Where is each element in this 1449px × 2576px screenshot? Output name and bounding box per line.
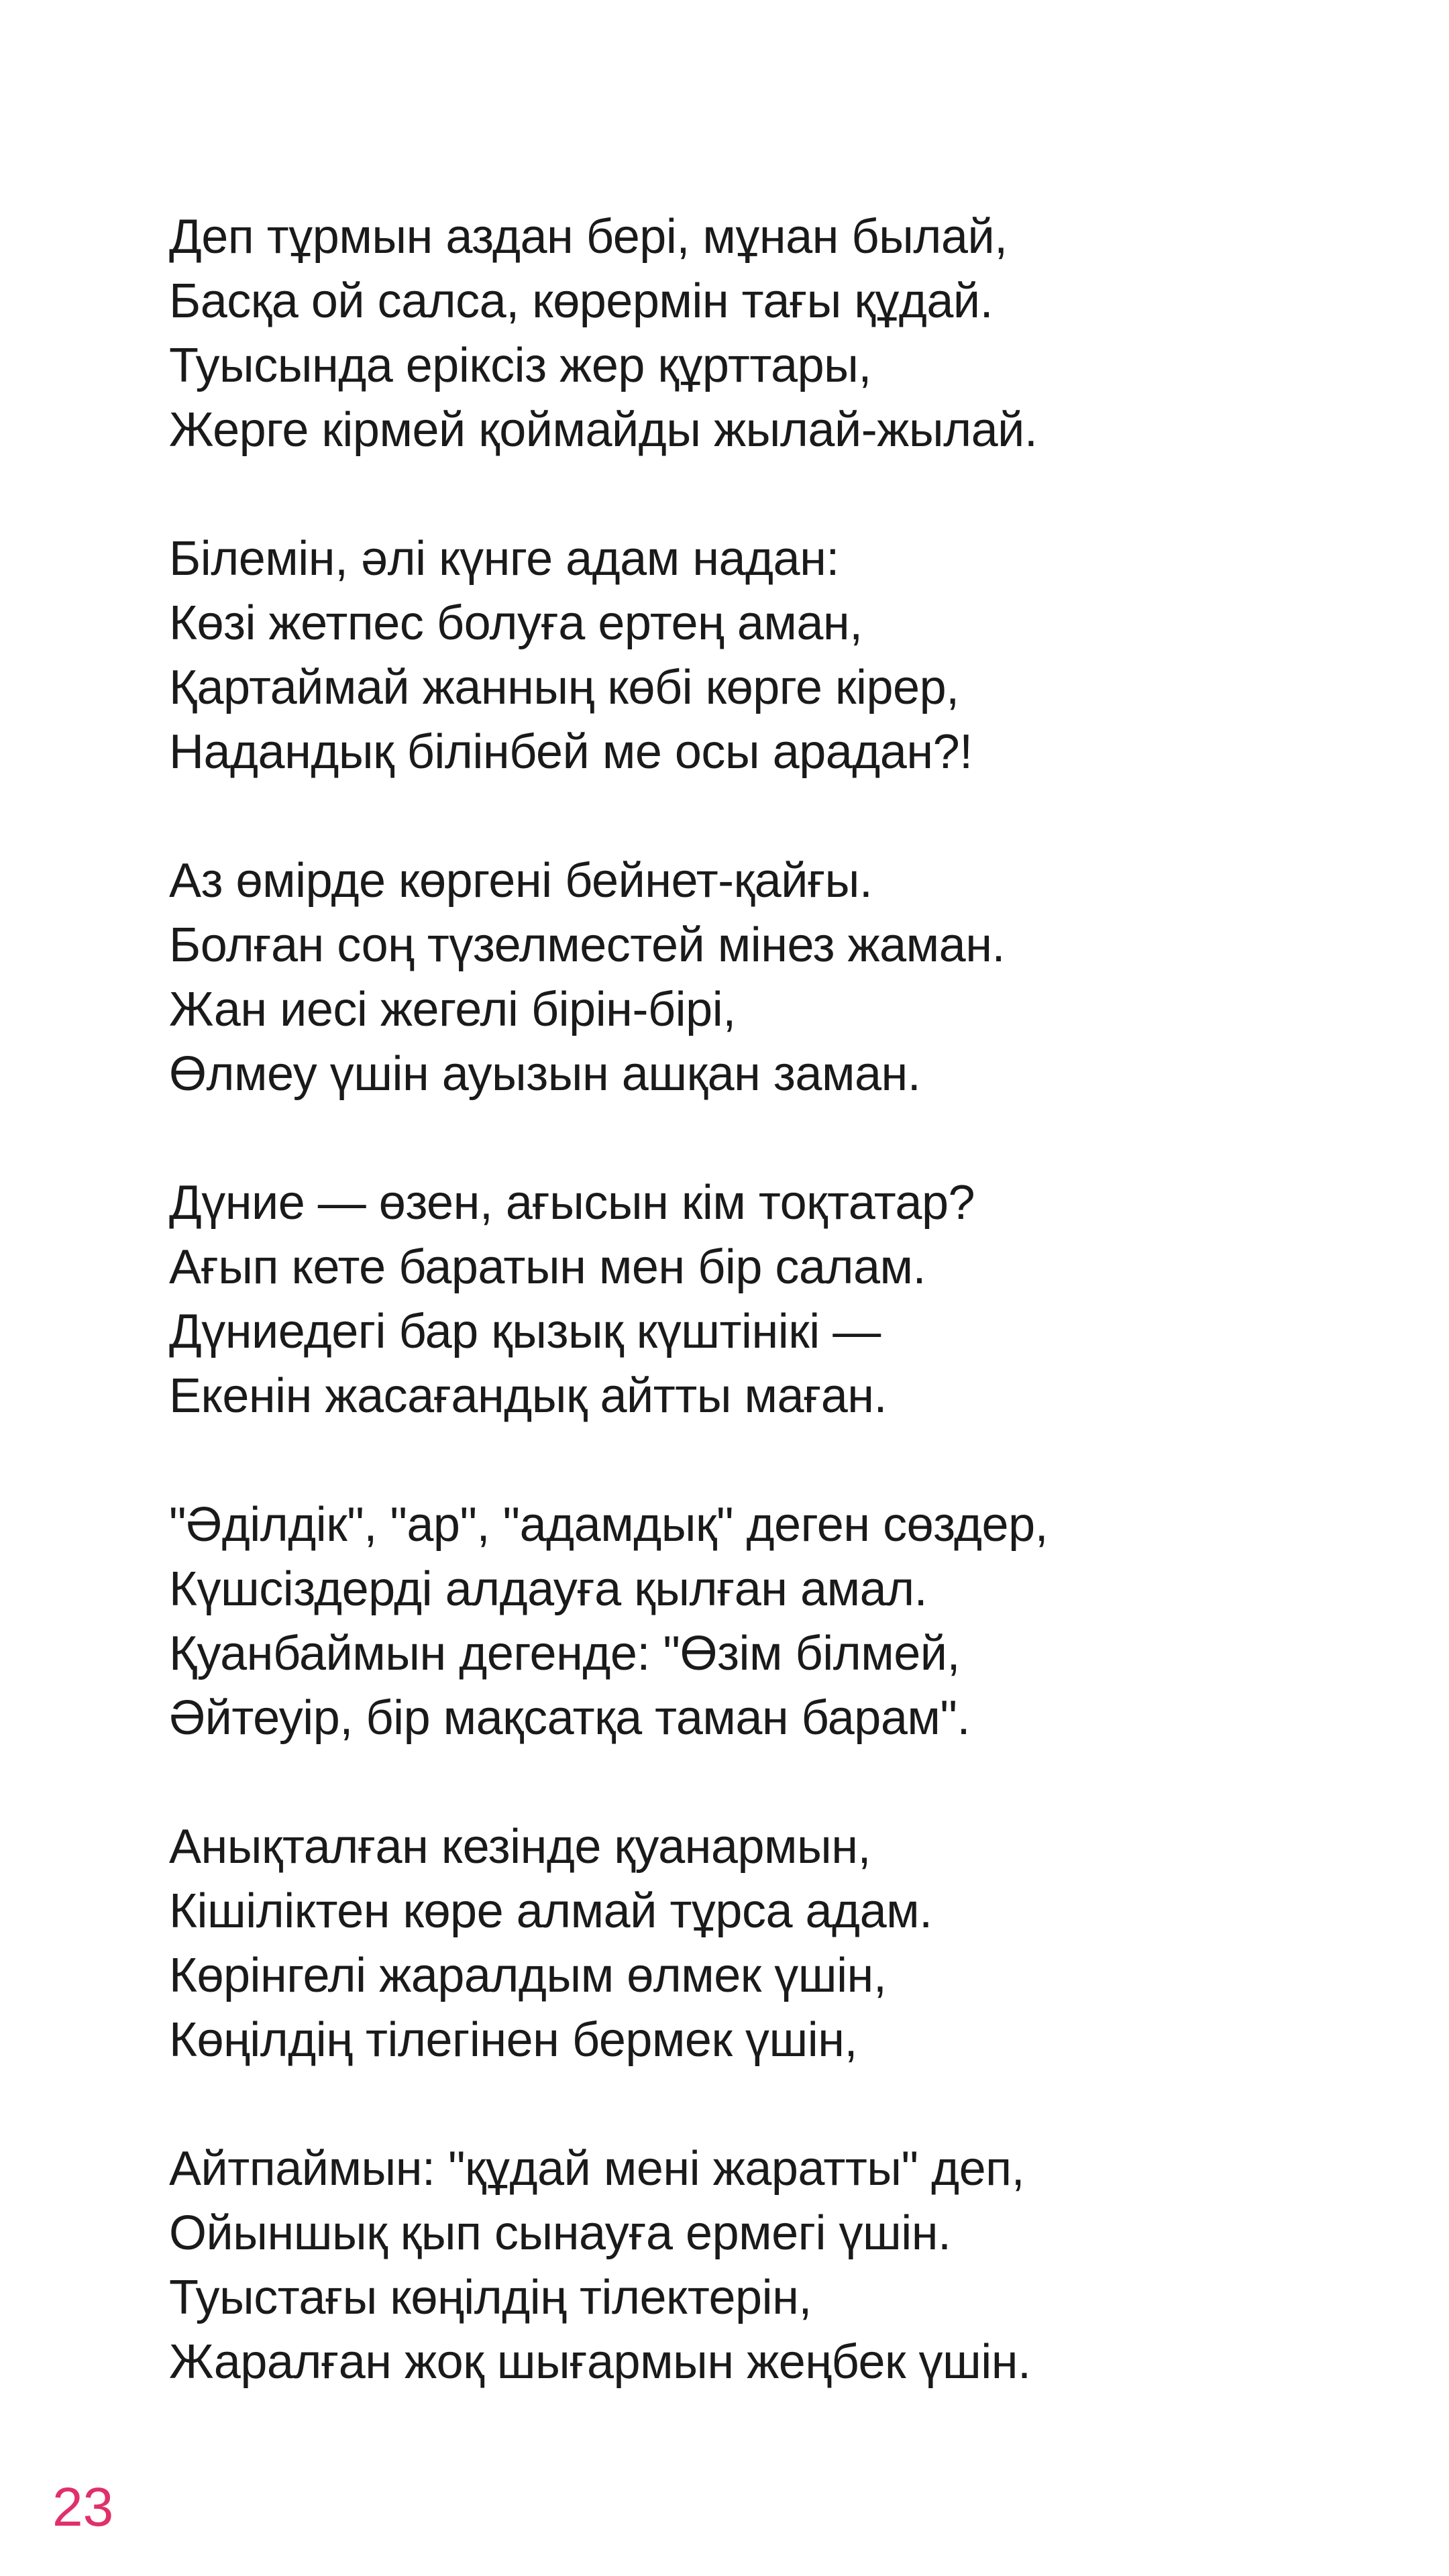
poem-body	[169, 205, 1377, 2459]
stanza-7	[169, 2137, 1377, 2394]
poem-line: Жаралған жоқ шығармын жеңбек үшін.	[169, 2335, 1031, 2389]
poem-line: Айтпаймын: "құдай мені жаратты" деп,	[169, 2142, 1025, 2196]
poem-line: Кішіліктен көре алмай тұрса адам.	[169, 1884, 932, 1938]
poem-line: Жан иесі жегелі бірін-бірі,	[169, 983, 736, 1036]
stanza-6	[169, 1815, 1377, 2072]
poem-line: Аз өмірде көргені бейнет-қайғы.	[169, 854, 873, 908]
poem-line: Екенін жасағандық айтты маған.	[169, 1369, 888, 1423]
poem-line: Қартаймай жанның көбі көрге кірер,	[169, 661, 959, 714]
poem-line: Дүниедегі бар қызық күштінікі —	[169, 1305, 881, 1358]
poem-line: Көрінгелі жаралдым өлмек үшін,	[169, 1949, 887, 2002]
stanza-3	[169, 849, 1377, 1106]
stanza-2	[169, 527, 1377, 784]
poem-line: "Әділдік", "ар", "адамдық" деген сөздер,	[169, 1498, 1049, 1552]
poem-line: Дүние — өзен, ағысын кім тоқтатар?	[169, 1176, 975, 1230]
poem-line: Көзі жетпес болуға ертең аман,	[169, 596, 863, 650]
poem-line: Надандық білінбей ме осы арадан?!	[169, 725, 973, 779]
poem-line: Көңілдің тілегінен бермек үшін,	[169, 2013, 857, 2067]
poem-line: Туысында еріксіз жер құрттары,	[169, 339, 871, 392]
stanza-4	[169, 1171, 1377, 1428]
stanza-1	[169, 205, 1377, 462]
stanza-5	[169, 1493, 1377, 1750]
poem-line: Деп тұрмын аздан бері, мұнан былай,	[169, 210, 1008, 264]
page-number: 23	[52, 2477, 114, 2538]
poem-line: Білемін, әлі күнге адам надан:	[169, 532, 839, 586]
poem-line: Жерге кірмей қоймайды жылай-жылай.	[169, 403, 1038, 457]
poem-line: Күшсіздерді алдауға қылған амал.	[169, 1562, 928, 1616]
poem-line: Туыстағы көңілдің тілектерін,	[169, 2271, 812, 2324]
poem-line: Болған соң түзелместей мінез жаман.	[169, 918, 1005, 972]
poem-line: Өлмеу үшін ауызын ашқан заман.	[169, 1047, 921, 1101]
poem-line: Әйтеуір, бір мақсатқа таман барам".	[169, 1691, 970, 1745]
poem-line: Ойыншық қып сынауға ермегі үшін.	[169, 2206, 951, 2260]
poem-line: Басқа ой салса, көрермін тағы құдай.	[169, 274, 994, 328]
poem-line: Қуанбаймын дегенде: "Өзім білмей,	[169, 1627, 960, 1680]
poem-line: Анықталған кезінде қуанармын,	[169, 1820, 871, 1874]
poem-line: Ағып кете баратын мен бір салам.	[169, 1240, 926, 1294]
